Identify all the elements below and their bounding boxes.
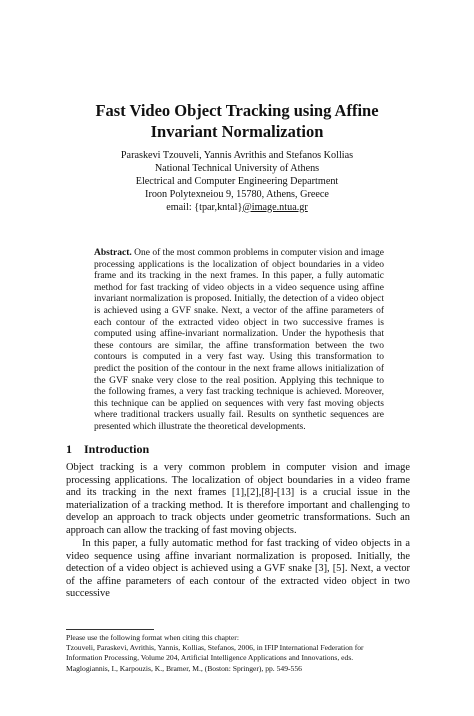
affiliation-address: Iroon Polytexneiou 9, 15780, Athens, Greece — [145, 188, 329, 200]
footnote-line: Maglogiannis, I., Karpouzis, K., Bramer, M., (Boston: Springer), pp. 549-556 — [66, 663, 302, 673]
email-domain-link[interactable]: @image.ntua.gr — [242, 201, 308, 213]
body-text — [66, 462, 410, 601]
section-heading — [66, 442, 149, 457]
affiliation-university: National Technical University of Athens — [154, 162, 320, 174]
title-line: Fast Video Object Tracking using Affine — [95, 101, 379, 120]
affiliation-department: Electrical and Computer Engineering Department — [135, 175, 339, 187]
abstract — [94, 248, 384, 434]
abstract-text: One of the most common problems in computer vision and image processing applications is the localization of object boundaries in a video frame and its tracking in the next frames. In this paper, a fully automatic method for fast tracking of video objects in a video sequence using affine invariant normalization is proposed. Initially, the detection of a video object is achieved using a GVF snake. Next, a vector of the affine parameters of each contour of the extracted video object in two successive frames is computed using affine-invariant normalization. Under the hypothesis that these contours are similar, the affine transformation between the two contours is computed in a very fast way. Using this transformation to predict the position of the contour in the next frame allows initialization of the GVF snake very close to the real position. Applying this technique to the following frames, a very fast tracking technique is achieved. Moreover, this technique can be applied on sequences with very fast moving objects where traditional trackers usually fail. Results on synthetic sequences are presented which illustrate the theoretical developments. — [94, 248, 385, 432]
section-title: Introduction — [84, 442, 150, 456]
footnote-line: Tzouveli, Paraskevi, Avrithis, Yannis, Kollias, Stefanos, 2006, in IFIP International Federation for — [66, 643, 364, 653]
email-prefix: email: {tpar,kntal} — [166, 201, 243, 213]
citation-footnote — [66, 633, 416, 674]
footnote-line: Please use the following format when citing this chapter: — [66, 633, 239, 642]
author-email — [0, 202, 474, 215]
section-number: 1 — [66, 442, 72, 456]
title-line: Invariant Normalization — [150, 122, 324, 141]
paragraph: In this paper, a fully automatic method for fast tracking of video objects in a video sequence using affine invariant normalization is proposed. Initially, the detection of a video object is achieved using a GVF snake [3], [5]. Next, a vector of the affine parameters of each contour of the extracted video object in two successive — [66, 538, 410, 599]
abstract-label: Abstract. — [94, 248, 132, 258]
footnote-divider — [66, 629, 154, 630]
author-block — [0, 150, 474, 215]
footnote-line: Information Processing, Volume 204, Artificial Intelligence Applications and Innovations, eds. — [66, 653, 354, 663]
author-names: Paraskevi Tzouveli, Yannis Avrithis and Stefanos Kollias — [120, 150, 354, 161]
paragraph: Object tracking is a very common problem in computer vision and image processing applications. The localization of object boundaries in a video frame and its tracking in the next frames [1],[2],[8]-[13] is a crucial issue in the materialization of a tracking method. It is therefore important and challenging to develop an approach to track objects under geometric transformations. Such an approach can allow the tracking of fast moving objects. — [66, 462, 410, 536]
paper-title — [0, 100, 474, 142]
